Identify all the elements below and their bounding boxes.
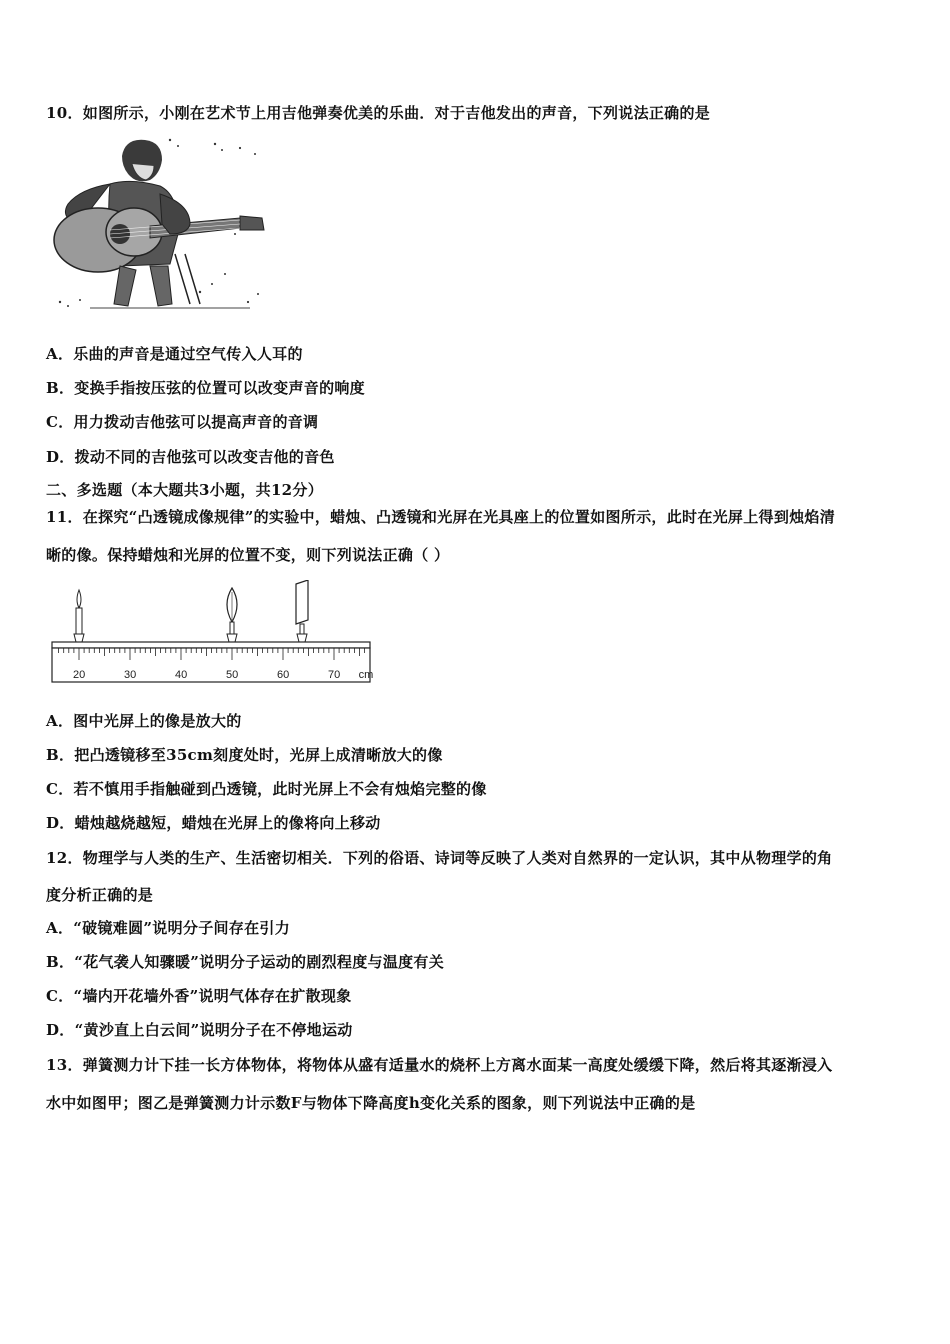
q10-option-a: A．乐曲的声音是通过空气传入人耳的 (46, 345, 303, 363)
q12-stem-line2: 度分析正确的是 (46, 886, 154, 904)
q11-option-a: A．图中光屏上的像是放大的 (46, 712, 242, 730)
q10-option-c: C．用力拨动吉他弦可以提高声音的音调 (46, 413, 319, 431)
optical-bench-diagram (46, 580, 376, 690)
ruler-label: 30 (124, 669, 137, 681)
q12-stem-line1: 12．物理学与人类的生产、生活密切相关．下列的俗语、诗词等反映了人类对自然界的一定认识，其中从物理学的角 (46, 849, 833, 867)
guitar-player-illustration (50, 134, 268, 314)
q10-stem: 10．如图所示，小刚在艺术节上用吉他弹奏优美的乐曲．对于吉他发出的声音，下列说法正确的是 (46, 104, 711, 122)
ruler-label: 40 (175, 669, 188, 681)
q13-stem-line1: 13．弹簧测力计下挂一长方体物体，将物体从盛有适量水的烧杯上方离水面某一高度处缓缓下降，然后将其逐渐浸入 (46, 1056, 833, 1074)
q10-option-d: D．拨动不同的吉他弦可以改变吉他的音色 (46, 448, 335, 466)
q12-option-a: A．“破镜难圆”说明分子间存在引力 (46, 919, 290, 937)
q10-option-b: B．变换手指按压弦的位置可以改变声音的响度 (46, 379, 365, 397)
ruler-label: 60 (277, 669, 290, 681)
q11-option-b: B．把凸透镜移至35cm刻度处时，光屏上成清晰放大的像 (46, 746, 443, 764)
q11-stem-line2: 晰的像。保持蜡烛和光屏的位置不变，则下列说法正确（ ） (46, 546, 450, 564)
q12-option-c: C．“墙内开花墙外香”说明气体存在扩散现象 (46, 987, 352, 1005)
q12-option-d: D．“黄沙直上白云间”说明分子在不停地运动 (46, 1021, 353, 1039)
q12-option-b: B．“花气袭人知骤暖”说明分子运动的剧烈程度与温度有关 (46, 953, 445, 971)
ruler-label: 70 (328, 669, 341, 681)
q11-stem-line1: 11．在探究“凸透镜成像规律”的实验中，蜡烛、凸透镜和光屏在光具座上的位置如图所示，此时在光屏上得到烛焰清 (46, 508, 836, 526)
light-screen-icon (296, 580, 308, 642)
ruler-label: cm (358, 669, 374, 681)
ruler-label: 50 (226, 669, 239, 681)
convex-lens-icon (227, 588, 237, 642)
section-heading: 二、多选题（本大题共3小题，共12分） (46, 481, 324, 499)
ruler-label: 20 (73, 669, 86, 681)
q11-option-c: C．若不慎用手指触碰到凸透镜，此时光屏上不会有烛焰完整的像 (46, 780, 487, 798)
q13-stem-line2: 水中如图甲；图乙是弹簧测力计示数F与物体下降高度h变化关系的图象，则下列说法中正确的是 (46, 1094, 696, 1112)
candle-icon (74, 590, 84, 642)
q11-option-d: D．蜡烛越烧越短，蜡烛在光屏上的像将向上移动 (46, 814, 381, 832)
